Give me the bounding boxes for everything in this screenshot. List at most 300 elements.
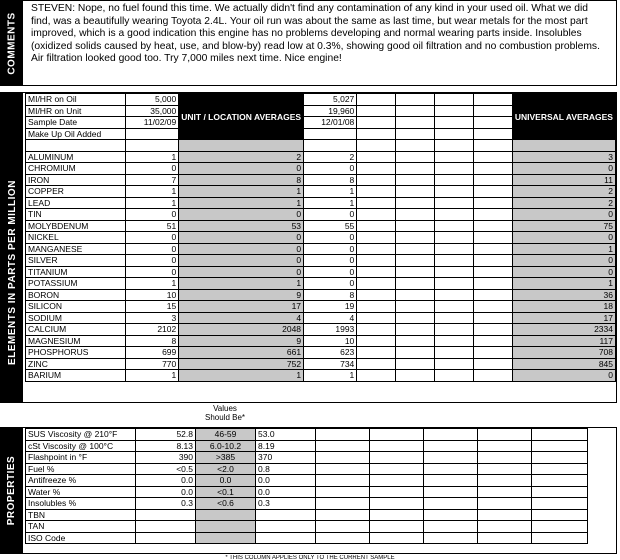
universal-average-value: 117 — [512, 335, 615, 347]
sample2-value: 19,960 — [304, 105, 357, 117]
sample2-value: 0 — [304, 243, 357, 255]
empty-cell — [532, 509, 588, 521]
empty-cell — [473, 312, 512, 324]
unit-average-value: 2048 — [179, 324, 304, 336]
empty-cell — [532, 521, 588, 533]
sample1-value — [136, 509, 196, 521]
element-row — [26, 197, 616, 209]
empty-cell — [357, 324, 396, 336]
empty-cell — [473, 232, 512, 244]
empty-cell — [435, 255, 474, 267]
sample1-value: 0 — [126, 163, 179, 175]
sample1-value — [136, 532, 196, 544]
element-row — [26, 163, 616, 175]
element-row — [26, 289, 616, 301]
empty-cell — [370, 498, 424, 510]
sample2-value: 0 — [304, 255, 357, 267]
elements-section — [0, 92, 617, 403]
universal-average-value: 845 — [512, 358, 615, 370]
empty-cell — [357, 117, 396, 129]
sample1-value: 8 — [126, 335, 179, 347]
empty-cell — [435, 197, 474, 209]
sample1-value: 1 — [126, 278, 179, 290]
universal-average-value: 0 — [512, 370, 615, 382]
universal-average-value: 0 — [512, 232, 615, 244]
sample2-value — [256, 509, 316, 521]
property-name: TBN — [26, 509, 136, 521]
sample1-value: 3 — [126, 312, 179, 324]
empty-cell — [478, 475, 532, 487]
empty-cell — [126, 140, 179, 152]
empty-cell — [532, 463, 588, 475]
empty-cell — [424, 429, 478, 441]
element-name: SODIUM — [26, 312, 126, 324]
empty-cell — [473, 117, 512, 129]
empty-cell — [473, 151, 512, 163]
sample1-value: 0 — [126, 255, 179, 267]
empty-cell — [396, 255, 435, 267]
sample1-value: 699 — [126, 347, 179, 359]
sample1-value: <0.5 — [136, 463, 196, 475]
empty-cell — [357, 289, 396, 301]
element-row — [26, 232, 616, 244]
element-name: IRON — [26, 174, 126, 186]
empty-cell — [357, 255, 396, 267]
unit-average-value: 4 — [179, 312, 304, 324]
empty-cell — [26, 140, 126, 152]
empty-cell — [424, 440, 478, 452]
unit-average-value: 2 — [179, 151, 304, 163]
empty-cell — [396, 358, 435, 370]
empty-cell — [435, 243, 474, 255]
sample1-value: 51 — [126, 220, 179, 232]
universal-average-value: 0 — [512, 209, 615, 221]
universal-average-value: 17 — [512, 312, 615, 324]
empty-cell — [396, 301, 435, 313]
empty-cell — [316, 521, 370, 533]
empty-cell — [435, 140, 474, 152]
empty-cell — [424, 509, 478, 521]
empty-cell — [473, 186, 512, 198]
info-row — [26, 94, 616, 106]
properties-table — [25, 428, 588, 544]
unit-average-value: 752 — [179, 358, 304, 370]
unit-average-value: 9 — [179, 289, 304, 301]
sample2-value: 0 — [304, 266, 357, 278]
should-be-value: <0.6 — [196, 498, 256, 510]
empty-cell — [473, 128, 512, 140]
empty-cell — [435, 220, 474, 232]
empty-cell — [370, 521, 424, 533]
element-row — [26, 301, 616, 313]
sample2-value: 0 — [304, 278, 357, 290]
property-row — [26, 532, 588, 544]
empty-cell — [316, 509, 370, 521]
sample1-value: 1 — [126, 197, 179, 209]
empty-cell — [357, 278, 396, 290]
empty-cell — [478, 498, 532, 510]
empty-cell — [396, 94, 435, 106]
empty-cell — [396, 266, 435, 278]
empty-cell — [316, 463, 370, 475]
empty-cell — [396, 209, 435, 221]
property-row — [26, 486, 588, 498]
empty-cell — [473, 347, 512, 359]
sample2-value: 55 — [304, 220, 357, 232]
properties-label: PROPERTIES — [1, 428, 23, 553]
empty-cell — [478, 521, 532, 533]
sample1-value: 1 — [126, 186, 179, 198]
unit-average-value: 1 — [179, 278, 304, 290]
sample2-value — [256, 521, 316, 533]
empty-cell — [370, 452, 424, 464]
element-row — [26, 278, 616, 290]
empty-cell — [370, 509, 424, 521]
empty-cell — [396, 278, 435, 290]
property-row — [26, 509, 588, 521]
empty-cell — [435, 358, 474, 370]
empty-cell — [316, 475, 370, 487]
empty-cell — [370, 475, 424, 487]
sample2-value: 734 — [304, 358, 357, 370]
empty-cell — [473, 174, 512, 186]
empty-cell — [357, 197, 396, 209]
sample2-value: 0 — [304, 163, 357, 175]
sample1-value: 0 — [126, 209, 179, 221]
empty-cell — [473, 358, 512, 370]
universal-average-value: 2 — [512, 186, 615, 198]
sample1-value: 7 — [126, 174, 179, 186]
unit-average-value: 1 — [179, 370, 304, 382]
element-row — [26, 370, 616, 382]
empty-cell — [478, 532, 532, 544]
should-be-value: <0.1 — [196, 486, 256, 498]
empty-cell — [478, 440, 532, 452]
unit-average-value: 0 — [179, 255, 304, 267]
info-label: Make Up Oil Added — [26, 128, 126, 140]
element-row — [26, 358, 616, 370]
element-row — [26, 266, 616, 278]
element-name: MAGNESIUM — [26, 335, 126, 347]
sample2-value: 1 — [304, 186, 357, 198]
element-row — [26, 243, 616, 255]
sample2-value: 12/01/08 — [304, 117, 357, 129]
properties-section — [0, 427, 617, 554]
comments-section — [0, 0, 617, 86]
sample2-value: 0.3 — [256, 498, 316, 510]
empty-cell — [396, 324, 435, 336]
should-be-value: 46-59 — [196, 429, 256, 441]
sample2-value: 10 — [304, 335, 357, 347]
empty-cell — [473, 266, 512, 278]
unit-average-value: 53 — [179, 220, 304, 232]
element-name: ALUMINUM — [26, 151, 126, 163]
sample1-value: 0.0 — [136, 486, 196, 498]
empty-cell — [396, 140, 435, 152]
element-name: TIN — [26, 209, 126, 221]
empty-cell — [473, 255, 512, 267]
empty-cell — [478, 429, 532, 441]
unit-average-value: 0 — [179, 266, 304, 278]
empty-cell — [424, 452, 478, 464]
element-row — [26, 335, 616, 347]
property-name: ISO Code — [26, 532, 136, 544]
unit-average-value: 0 — [179, 232, 304, 244]
universal-average-value: 1 — [512, 243, 615, 255]
unit-averages-header: UNIT / LOCATION AVERAGES — [179, 94, 304, 140]
sample2-value: 8 — [304, 174, 357, 186]
sample2-value: 1993 — [304, 324, 357, 336]
universal-average-value: 75 — [512, 220, 615, 232]
empty-cell — [512, 140, 615, 152]
empty-cell — [396, 151, 435, 163]
elements-label: ELEMENTS IN PARTS PER MILLION — [1, 143, 23, 402]
element-name: MOLYBDENUM — [26, 220, 126, 232]
sample2-value: 8.19 — [256, 440, 316, 452]
empty-cell — [396, 335, 435, 347]
empty-cell — [424, 532, 478, 544]
element-row — [26, 312, 616, 324]
element-row — [26, 174, 616, 186]
universal-average-value: 1 — [512, 278, 615, 290]
empty-cell — [473, 243, 512, 255]
sample1-value: 35,000 — [126, 105, 179, 117]
sample1-value: 390 — [136, 452, 196, 464]
empty-cell — [357, 186, 396, 198]
sample1-value: 0 — [126, 266, 179, 278]
element-row — [26, 324, 616, 336]
empty-cell — [435, 174, 474, 186]
sample2-value: 0.0 — [256, 475, 316, 487]
empty-cell — [435, 117, 474, 129]
element-name: NICKEL — [26, 232, 126, 244]
sample1-value — [136, 521, 196, 533]
empty-cell — [396, 220, 435, 232]
property-name: Flashpoint in °F — [26, 452, 136, 464]
universal-average-value: 18 — [512, 301, 615, 313]
empty-cell — [435, 163, 474, 175]
empty-cell — [424, 498, 478, 510]
empty-cell — [473, 163, 512, 175]
sample1-value: 11/02/09 — [126, 117, 179, 129]
sample1-value: 0 — [126, 232, 179, 244]
empty-cell — [478, 463, 532, 475]
empty-cell — [179, 140, 304, 152]
element-name: COPPER — [26, 186, 126, 198]
empty-cell — [473, 335, 512, 347]
empty-cell — [370, 440, 424, 452]
empty-cell — [532, 440, 588, 452]
sample1-value: 15 — [126, 301, 179, 313]
sample1-value: 10 — [126, 289, 179, 301]
comments-text: STEVEN: Nope, no fuel found this time. We actually didn't find any contamination of any kind in your used oil. What we did find, was a beautifully wearing Toyota 2.4L. Your oil run was about the same as last time, but wear metals for the most part improved, which is a good indication this engine has no problems developing and normal wearing parts inside. Insolubles (oxidized solids caused by heat, use, and blow-by) read low at 0.3%, showing good oil filtration and no combustion problems. Air filtration looked good too. Try 7,000 miles next time. Nice engine! — [31, 3, 600, 65]
unit-average-value: 17 — [179, 301, 304, 313]
element-row — [26, 209, 616, 221]
sample2-value: 1 — [304, 197, 357, 209]
empty-cell — [357, 370, 396, 382]
property-name: Antifreeze % — [26, 475, 136, 487]
empty-cell — [304, 140, 357, 152]
universal-average-value: 3 — [512, 151, 615, 163]
sample2-value: 8 — [304, 289, 357, 301]
property-row — [26, 521, 588, 533]
should-be-value: >385 — [196, 452, 256, 464]
element-name: BORON — [26, 289, 126, 301]
universal-average-value: 36 — [512, 289, 615, 301]
unit-average-value: 0 — [179, 209, 304, 221]
empty-cell — [357, 151, 396, 163]
empty-cell — [370, 532, 424, 544]
empty-cell — [435, 232, 474, 244]
empty-cell — [357, 163, 396, 175]
comments-label: COMMENTS — [1, 1, 23, 85]
empty-cell — [357, 220, 396, 232]
sample2-value: 19 — [304, 301, 357, 313]
empty-cell — [396, 105, 435, 117]
unit-average-value: 661 — [179, 347, 304, 359]
sample2-value — [256, 532, 316, 544]
should-be-value — [196, 532, 256, 544]
empty-cell — [396, 186, 435, 198]
element-row — [26, 186, 616, 198]
empty-cell — [435, 312, 474, 324]
empty-cell — [435, 289, 474, 301]
values-should-be-header: Values Should Be* — [204, 404, 246, 422]
empty-cell — [473, 301, 512, 313]
property-row — [26, 475, 588, 487]
universal-average-value: 0 — [512, 266, 615, 278]
empty-cell — [357, 335, 396, 347]
empty-cell — [357, 94, 396, 106]
empty-cell — [357, 347, 396, 359]
universal-averages-header: UNIVERSAL AVERAGES — [512, 94, 615, 140]
empty-cell — [357, 209, 396, 221]
universal-average-value: 708 — [512, 347, 615, 359]
empty-cell — [396, 163, 435, 175]
empty-cell — [532, 486, 588, 498]
empty-cell — [396, 174, 435, 186]
empty-cell — [396, 117, 435, 129]
sample2-value: 1 — [304, 370, 357, 382]
sample2-value: 2 — [304, 151, 357, 163]
empty-cell — [473, 370, 512, 382]
element-row — [26, 255, 616, 267]
property-name: Fuel % — [26, 463, 136, 475]
empty-cell — [478, 486, 532, 498]
empty-cell — [396, 347, 435, 359]
sample1-value: 770 — [126, 358, 179, 370]
property-name: Water % — [26, 486, 136, 498]
empty-cell — [357, 358, 396, 370]
property-row — [26, 429, 588, 441]
empty-cell — [435, 151, 474, 163]
empty-cell — [435, 278, 474, 290]
empty-cell — [424, 521, 478, 533]
unit-average-value: 8 — [179, 174, 304, 186]
footnote: * THIS COLUMN APPLIES ONLY TO THE CURRENT SAMPLE — [225, 555, 395, 560]
property-name: Insolubles % — [26, 498, 136, 510]
empty-cell — [357, 128, 396, 140]
empty-cell — [357, 301, 396, 313]
element-row — [26, 220, 616, 232]
element-name: PHOSPHORUS — [26, 347, 126, 359]
empty-cell — [435, 209, 474, 221]
elements-table — [25, 93, 616, 382]
element-name: ZINC — [26, 358, 126, 370]
empty-cell — [435, 324, 474, 336]
empty-cell — [532, 532, 588, 544]
empty-cell — [532, 475, 588, 487]
element-name: TITANIUM — [26, 266, 126, 278]
empty-cell — [370, 463, 424, 475]
property-row — [26, 498, 588, 510]
should-be-value: 0.0 — [196, 475, 256, 487]
property-name: cSt Viscosity @ 100°C — [26, 440, 136, 452]
empty-cell — [424, 486, 478, 498]
info-label: MI/HR on Unit — [26, 105, 126, 117]
property-row — [26, 452, 588, 464]
element-row — [26, 151, 616, 163]
empty-cell — [316, 440, 370, 452]
empty-cell — [435, 186, 474, 198]
element-name: SILVER — [26, 255, 126, 267]
empty-cell — [357, 232, 396, 244]
empty-cell — [532, 452, 588, 464]
empty-cell — [532, 498, 588, 510]
empty-cell — [435, 301, 474, 313]
element-name: CHROMIUM — [26, 163, 126, 175]
property-name: TAN — [26, 521, 136, 533]
sample1-value: 2102 — [126, 324, 179, 336]
element-name: CALCIUM — [26, 324, 126, 336]
empty-cell — [316, 498, 370, 510]
should-be-value: <2.0 — [196, 463, 256, 475]
empty-cell — [424, 463, 478, 475]
sample2-value — [304, 128, 357, 140]
empty-cell — [473, 278, 512, 290]
sample2-value: 0.8 — [256, 463, 316, 475]
empty-cell — [396, 370, 435, 382]
element-row — [26, 347, 616, 359]
element-name: SILICON — [26, 301, 126, 313]
info-label: Sample Date — [26, 117, 126, 129]
sample1-value: 0.3 — [136, 498, 196, 510]
sample2-value: 370 — [256, 452, 316, 464]
sample2-value: 53.0 — [256, 429, 316, 441]
empty-cell — [316, 532, 370, 544]
sample1-value: 1 — [126, 151, 179, 163]
sample2-value: 623 — [304, 347, 357, 359]
unit-average-value: 0 — [179, 163, 304, 175]
empty-cell — [435, 335, 474, 347]
empty-cell — [396, 289, 435, 301]
sample1-value: 8.13 — [136, 440, 196, 452]
empty-cell — [478, 452, 532, 464]
element-name: LEAD — [26, 197, 126, 209]
empty-cell — [435, 266, 474, 278]
empty-cell — [435, 347, 474, 359]
empty-cell — [357, 266, 396, 278]
sample2-value: 4 — [304, 312, 357, 324]
sample1-value — [126, 128, 179, 140]
element-name: MANGANESE — [26, 243, 126, 255]
empty-cell — [357, 140, 396, 152]
empty-cell — [357, 312, 396, 324]
empty-cell — [473, 209, 512, 221]
empty-cell — [435, 128, 474, 140]
empty-cell — [424, 475, 478, 487]
element-name: BARIUM — [26, 370, 126, 382]
